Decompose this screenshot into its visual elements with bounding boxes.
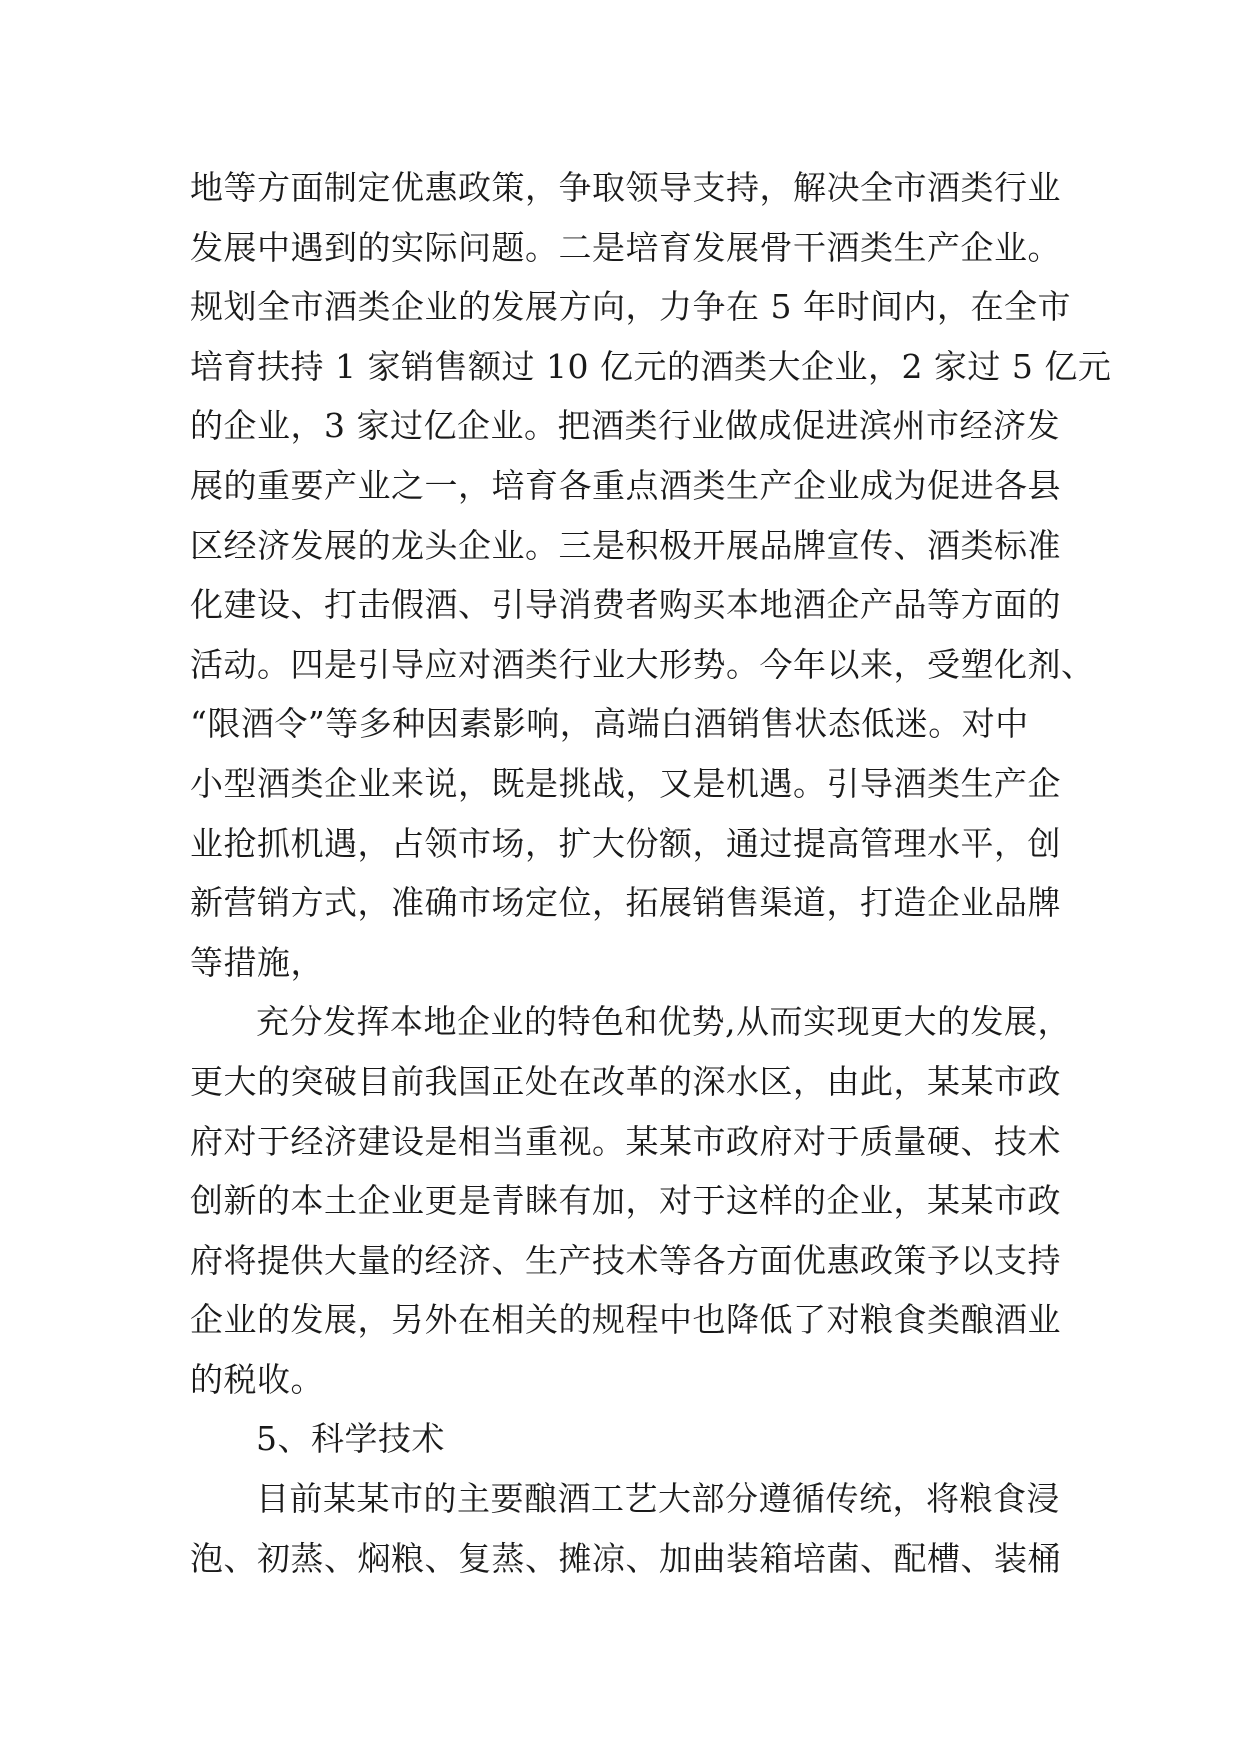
text-line: 地等方面制定优惠政策，争取领导支持，解决全市酒类行业	[190, 168, 1061, 207]
text-line: 的企业，3 家过亿企业。把酒类行业做成促进滨州市经济发	[190, 406, 1060, 446]
paragraph-first-line: 充分发挥本地企业的特色和优势,从而实现更大的发展，	[256, 1002, 1071, 1042]
text-line: 的税收。	[190, 1359, 324, 1399]
text-line: 小型酒类企业来说，既是挑战，又是机遇。引导酒类生产企	[190, 763, 1061, 803]
text-line: 企业的发展，另外在相关的规程中也降低了对粮食类酿酒业	[190, 1300, 1061, 1340]
text-line: 活动。四是引导应对酒类行业大形势。今年以来，受塑化剂、	[190, 644, 1095, 684]
text-line: 培育扶持 1 家销售额过 10 亿元的酒类大企业，2 家过 5 亿元	[190, 346, 1112, 386]
text-line: 规划全市酒类企业的发展方向，力争在 5 年时间内，在全市	[190, 287, 1071, 327]
text-line: 创新的本土企业更是青睐有加，对于这样的企业，某某市政	[190, 1181, 1061, 1221]
text-line: 化建设、打击假酒、引导消费者购买本地酒企产品等方面的	[190, 585, 1061, 625]
body-text	[190, 158, 1112, 1588]
paragraph-first-line: 目前某某市的主要酿酒工艺大部分遵循传统，将粮食浸	[256, 1479, 1060, 1519]
text-line: 更大的突破目前我国正处在改革的深水区，由此，某某市政	[190, 1061, 1061, 1101]
text-line: 泡、初蒸、焖粮、复蒸、摊凉、加曲装箱培菌、配槽、装桶	[190, 1538, 1061, 1578]
text-line: 等措施，	[190, 942, 324, 982]
text-line: 新营销方式，准确市场定位，拓展销售渠道，打造企业品牌	[190, 883, 1061, 923]
text-line: 展的重要产业之一，培育各重点酒类生产企业成为促进各县	[190, 465, 1061, 505]
text-line: 区经济发展的龙头企业。三是积极开展品牌宣传、酒类标准	[190, 525, 1061, 565]
text-line: “限酒令”等多种因素影响，高端白酒销售状态低迷。对中	[190, 704, 1029, 744]
section-heading: 5、科学技术	[256, 1419, 445, 1459]
text-line: 府将提供大量的经济、生产技术等各方面优惠政策予以支持	[190, 1240, 1061, 1280]
text-line: 府对于经济建设是相当重视。某某市政府对于质量硬、技术	[190, 1121, 1061, 1161]
text-line: 发展中遇到的实际问题。二是培育发展骨干酒类生产企业。	[190, 227, 1061, 267]
text-line: 业抢抓机遇，占领市场，扩大份额，通过提高管理水平，创	[190, 823, 1061, 863]
